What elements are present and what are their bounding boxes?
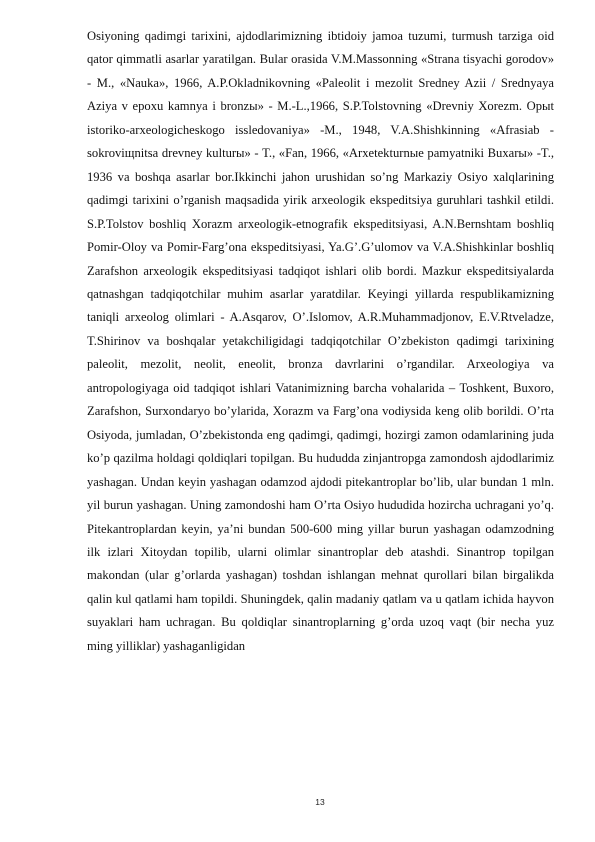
body-paragraph: Osiyoning qadimgi tarixini, ajdodlarimizning ibtidoiy jamoa tuzumi, turmush tarziga oid qator qimmatli asarlar yaratilgan. Bular orasida V.M.Massonning «Strana tisyachi gorodov» - M., «Nauka», 1966, A.P.Okladnikovning «Paleolit i mezolit Sredney Azii / Srednyaya Aziya v epoxu kamnya i bronzы» - M.-L.,1966, S.P.Tolstovning «Drevniy Xorezm. Opыt istoriko-arxeologicheskogo issledovaniya» -M., 1948, V.A.Shishkinning «Afrasiab - sokroviщnitsa drevney kulturы» - T., «Fan, 1966, «Arxetekturnыe pamyatniki Buxarы» -T., 1936 va boshqa asarlar bor.Ikkinchi jahon urushidan so’ng Markaziy Osiyo xalqlarining qadimgi tarixini o’rganish maqsadida yirik arxeologik ekspeditsiya guruhlari tashkil etildi. S.P.Tolstov boshliq Xorazm arxeologik-etnografik ekspeditsiyasi, A.N.Bernshtam boshliq Pomir-Oloy va Pomir-Farg’ona ekspeditsiyasi, Ya.G’.G’ulomov va V.A.Shishkinlar boshliq Zarafshon arxeologik ekspeditsiyasi tadqiqot ishlari olib bordi. Mazkur ekspeditsiyalarda qatnashgan tadqiqotchilar muhim asarlar yaratdilar. Keyingi yillarda respublikamizning taniqli arxeolog olimlari - A.Asqarov, O’.Islomov, A.R.Muhammadjonov, E.V.Rtveladze, T.Shirinov va boshqalar yetakchiligidagi tadqiqotchilar O’zbekiston qadimgi tarixining paleolit, mezolit, neolit, eneolit, bronza davrlarini o’rgandilar. Arxeologiya va antropologiyaga oid tadqiqot ishlari Vatanimizning barcha vohalarida – Toshkent, Buxoro, Zarafshon, Surxondaryo bo’ylarida, Xorazm va Farg’ona vodiysida keng olib borildi. O’rta Osiyoda, jumladan, O’zbekistonda eng qadimgi, qadimgi, hozirgi zamon odamlarining juda ko’p qazilma holdagi qoldiqlari topilgan. Bu hududda zinjantropga zamondosh ajdodlarimiz yashagan. Undan keyin yashagan odamzod ajdodi pitekantroplar bo’lib, ular bundan 1 mln. yil burun yashagan. Uning zamondoshi ham O’rta Osiyo hududida hozircha uchragani yo’q. Pitekantroplardan keyin, ya’ni bundan 500-600 ming yillar burun yashagan odamzodning ilk izlari Xitoydan topilib, ularni olimlar sinantroplar deb atashdi. Sinantrop topilgan makondan (ular g’orlarda yashagan) toshdan ishlangan mehnat qurollari bilan birgalikda qalin kul qatlami ham topildi. Shuningdek, qalin madaniy qatlam va u qatlam ichida hayvon suyaklari ham uchragan. Bu qoldiqlar sinantroplarning g’orda uzoq vaqt (bir necha yuz ming yilliklar) yashaganligidan [87,29,554,653]
page-number: 13 [315,797,325,807]
